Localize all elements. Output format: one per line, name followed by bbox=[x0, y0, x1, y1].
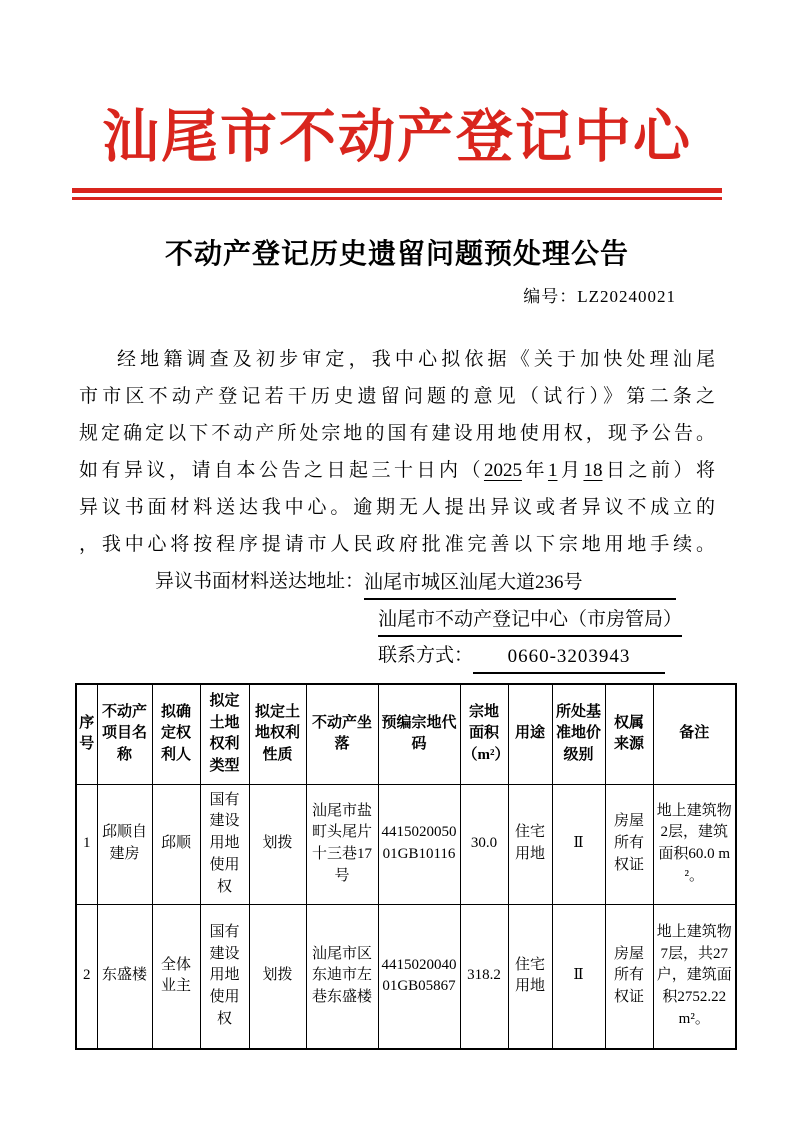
document-number bbox=[0, 282, 794, 307]
delivery-address-label: 异议书面材料送达地址： bbox=[155, 571, 365, 592]
parcel-table bbox=[75, 683, 737, 1050]
col-land-right-nature: 拟定土地权利性质 bbox=[249, 684, 306, 784]
row1-ownership-source: 房屋所有权证 bbox=[605, 784, 653, 904]
row1-parcel-code: 441502005001GB10116 bbox=[378, 784, 460, 904]
body-line-1: 经地籍调查及初步审定，我中心拟依据《关于加快处理汕尾 bbox=[117, 349, 715, 370]
row2-area: 318.2 bbox=[460, 904, 508, 1049]
body-line-2: 市市区不动产登记若干历史遗留问题的意见（试行）》第二条之 bbox=[79, 386, 715, 407]
row2-seq: 2 bbox=[76, 904, 97, 1049]
row2-land-right-type: 国有建设用地使用权 bbox=[200, 904, 249, 1049]
deadline-text-post: 日之前）将 bbox=[602, 460, 715, 481]
body-line-4 bbox=[79, 452, 715, 489]
row1-land-use: 住宅用地 bbox=[508, 784, 552, 904]
table-header-row bbox=[76, 684, 736, 784]
parcel-table-wrapper bbox=[75, 683, 794, 1050]
row1-project-name: 邱顺自建房 bbox=[97, 784, 152, 904]
contact-phone-line bbox=[79, 637, 715, 674]
deadline-year: 2025 bbox=[483, 460, 522, 481]
row2-remarks: 地上建筑物7层，共27户，建筑面积2752.22 m²。 bbox=[653, 904, 736, 1049]
table-row bbox=[76, 904, 736, 1049]
row2-location: 汕尾市区东迪市左巷东盛楼 bbox=[306, 904, 378, 1049]
row2-land-use: 住宅用地 bbox=[508, 904, 552, 1049]
row1-location: 汕尾市盐町头尾片十三巷17号 bbox=[306, 784, 378, 904]
deadline-sep-year: 年 bbox=[521, 460, 548, 481]
divider-thick-rule bbox=[72, 188, 722, 193]
deadline-day: 18 bbox=[583, 460, 603, 481]
document-number-value: LZ20240021 bbox=[577, 287, 676, 306]
row2-project-name: 东盛楼 bbox=[97, 904, 152, 1049]
row1-area: 30.0 bbox=[460, 784, 508, 904]
row2-land-right-nature: 划拨 bbox=[249, 904, 306, 1049]
delivery-address-value: 汕尾市城区汕尾大道236号 bbox=[364, 568, 676, 600]
deadline-text-pre: 如有异议，请自本公告之日起三十日内（ bbox=[79, 460, 484, 481]
row1-price-level: Ⅱ bbox=[552, 784, 605, 904]
body-line-3: 规定确定以下不动产所处宗地的国有建设用地使用权，现予公告。 bbox=[79, 423, 715, 444]
row1-remarks: 地上建筑物2层，建筑面积60.0 m²。 bbox=[653, 784, 736, 904]
col-seq-no: 序号 bbox=[76, 684, 97, 784]
col-remarks: 备注 bbox=[653, 684, 736, 784]
deadline-month: 1 bbox=[547, 460, 558, 481]
table-row bbox=[76, 784, 736, 904]
col-property-location: 不动产坐落 bbox=[306, 684, 378, 784]
row1-land-right-nature: 划拨 bbox=[249, 784, 306, 904]
divider-thin-rule bbox=[72, 197, 722, 200]
body-line-5: 异议书面材料送达我中心。逾期无人提出异议或者异议不成立的 bbox=[79, 497, 715, 518]
delivery-office-line bbox=[79, 600, 715, 637]
row1-rights-holder: 邱顺 bbox=[152, 784, 200, 904]
row1-land-right-type: 国有建设用地使用权 bbox=[200, 784, 249, 904]
col-parcel-code: 预编宗地代码 bbox=[378, 684, 460, 784]
row2-price-level: Ⅱ bbox=[552, 904, 605, 1049]
document-title: 不动产登记历史遗留问题预处理公告 bbox=[164, 239, 629, 270]
delivery-office-value: 汕尾市不动产登记中心（市房管局） bbox=[378, 605, 682, 637]
row2-rights-holder: 全体业主 bbox=[152, 904, 200, 1049]
col-price-level: 所处基准地价级别 bbox=[552, 684, 605, 784]
letterhead-divider bbox=[72, 188, 722, 200]
col-parcel-area: 宗地面积（m²） bbox=[460, 684, 508, 784]
col-project-name: 不动产项目名称 bbox=[97, 684, 152, 784]
contact-phone-value: 0660-3203943 bbox=[473, 642, 665, 674]
col-ownership-source: 权属来源 bbox=[605, 684, 653, 784]
col-rights-holder: 拟确定权利人 bbox=[152, 684, 200, 784]
row2-ownership-source: 房屋所有权证 bbox=[605, 904, 653, 1049]
letterhead-org-name: 汕尾市不动产登记中心 bbox=[102, 106, 692, 169]
notice-body bbox=[79, 341, 715, 674]
row2-parcel-code: 441502004001GB05867 bbox=[378, 904, 460, 1049]
body-line-6: ，我中心将按程序提请市人民政府批准完善以下宗地用地手续。 bbox=[79, 534, 715, 555]
row1-seq: 1 bbox=[76, 784, 97, 904]
deadline-sep-month: 月 bbox=[557, 460, 584, 481]
col-land-use: 用途 bbox=[508, 684, 552, 784]
col-land-right-type: 拟定土地权利类型 bbox=[200, 684, 249, 784]
document-number-label: 编号： bbox=[523, 287, 578, 306]
delivery-address-line bbox=[79, 563, 715, 600]
contact-phone-label: 联系方式： bbox=[378, 645, 474, 666]
